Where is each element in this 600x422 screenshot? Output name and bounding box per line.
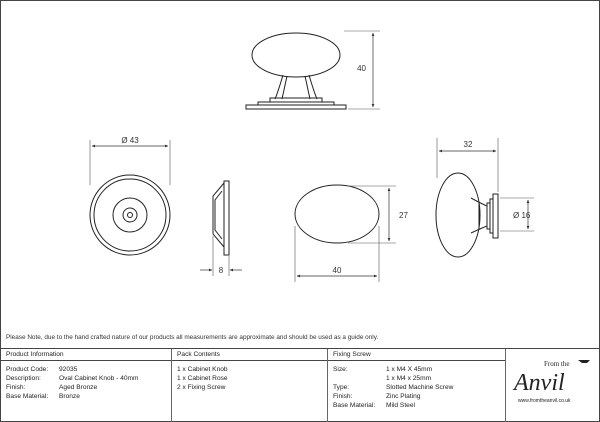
logo-tagline: From the [544,360,570,368]
dim-side-length: 32 [463,140,473,149]
pack-item: 2 x Fixing Screw [177,384,226,391]
dim-base-depth: 8 [218,266,224,275]
side-length-dimension [437,138,498,192]
stem-diameter-dimension [500,198,534,231]
dim-base-diameter: Ø 43 [121,136,139,145]
logo-url: www.fromtheanvil.co.uk [518,398,571,404]
product-information-section [1,349,171,422]
spec-row: 1 x M4 x 25mm [386,375,432,382]
spec-row: Base Material: Bronze [6,393,80,400]
base-diameter-dimension [90,136,170,185]
spec-row: Finish: Aged Bronze [6,384,98,391]
pack-item: 1 x Cabinet Knob [177,366,228,373]
spec-row: Size: 1 x M4 X 45mm [333,366,433,373]
logo-brand: Anvil [514,370,565,396]
pack-contents-heading: Pack Contents [172,349,327,361]
dim-front-height: 40 [357,64,366,73]
base-rose-plan [90,175,170,255]
disclaimer-note: Please Note, due to the hand crafted nature of our products all measurements are approximate and should be used as a guide only. [6,334,379,341]
oval-top-view [295,185,379,243]
knob-side-view [436,173,498,257]
product-information-heading: Product Information [1,349,171,361]
dim-oval-width: 40 [332,266,342,275]
column-divider [505,349,506,422]
anvil-icon [578,360,590,363]
dim-oval-height: 27 [399,211,408,220]
from-the-anvil-logo [510,356,596,416]
fixing-screw-heading: Fixing Screw [328,349,506,361]
oval-height-dimension [348,186,408,243]
base-rose-side [213,181,229,255]
spec-row: Finish: Zinc Plating [333,393,421,400]
spec-row: Type: Slotted Machine Screw [333,384,454,391]
front-elevation [246,33,346,109]
pack-item: 1 x Cabinet Rose [177,375,228,382]
spec-row: Base Material: Mild Steel [333,402,415,409]
pack-contents-section [172,349,327,422]
fixing-screw-section [328,349,506,422]
spec-row: Description: Oval Cabinet Knob - 40mm [6,375,139,382]
base-depth-dimension [200,236,242,276]
dim-stem-diameter: Ø 16 [513,211,531,220]
spec-row: Product Code: 92035 [6,366,78,373]
front-height-dimension [344,31,380,109]
